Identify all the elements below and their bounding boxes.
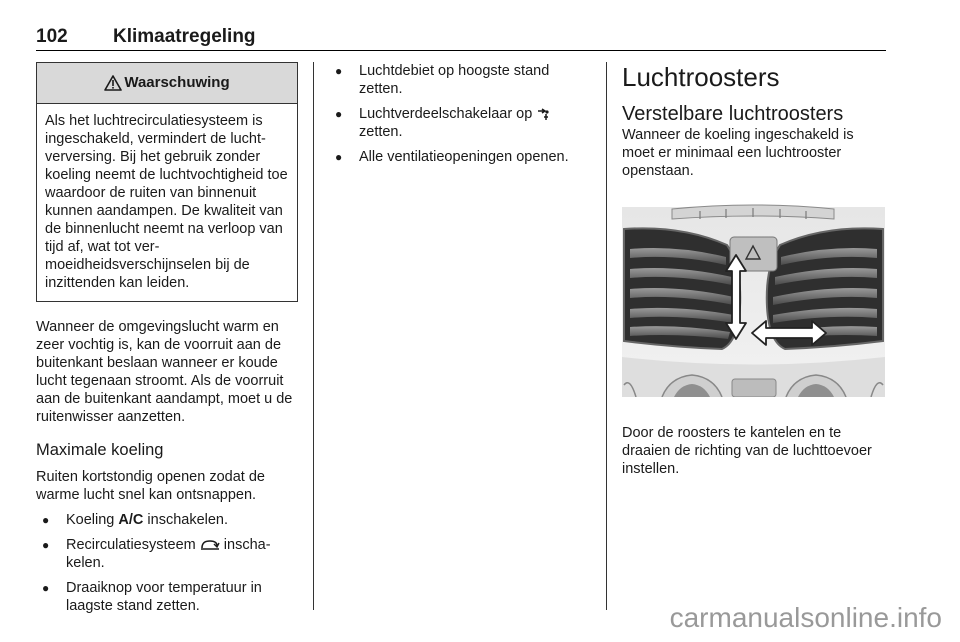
column-middle — [329, 62, 589, 166]
air-vent-illustration — [622, 197, 885, 397]
list-item — [36, 536, 298, 572]
body-paragraph: Ruiten kortstondig openen zodat de warme lucht snel kan ontsnappen. — [36, 469, 265, 503]
watermark: carmanualsonline.info — [669, 602, 942, 633]
figure-caption: Door de roosters te kantelen en te draaien de richting van de luchttoevoer instellen. — [622, 425, 872, 477]
page-header — [36, 24, 886, 51]
warning-header — [37, 63, 297, 104]
list-item-text: Koeling — [66, 512, 119, 528]
list-item-text: inschakelen. — [143, 512, 229, 528]
page-title: Klimaatregeling — [113, 26, 256, 47]
list-item: ● Luchtdebiet op hoogste stand zetten. — [329, 62, 589, 98]
air-distribution-icon — [536, 108, 550, 121]
list-item-text: zetten. — [359, 124, 403, 140]
warning-box — [36, 62, 298, 302]
air-recirculation-icon — [200, 539, 220, 551]
warning-triangle-icon — [104, 75, 122, 91]
warning-title: Waarschuwing — [124, 74, 230, 91]
list-item: ● Draaiknop voor temperatuur in laagste stand zetten. — [36, 579, 298, 615]
section-subheading: Maximale koeling — [36, 441, 164, 459]
bullet-list — [36, 511, 298, 615]
column-divider — [606, 62, 607, 610]
body-paragraph: Wanneer de omgevingslucht warm en zeer vochtig is, kan de voorruit aan de buitenkant beslaan wanneer er koude lucht tegenaan stroomt. Als de voorruit aan de buitenkant aandampt, moet u de ruitenwisser aanzetten. — [36, 319, 293, 425]
column-divider — [313, 62, 314, 610]
section-heading: Luchtroosters — [622, 62, 780, 92]
column-left — [36, 62, 298, 615]
ac-label: A/C — [118, 512, 144, 528]
bullet-list — [329, 62, 589, 166]
body-paragraph: Wanneer de koeling ingeschakeld is moet er minimaal een luchtrooster openstaan. — [622, 127, 854, 179]
list-item — [36, 511, 298, 529]
list-item-text: Luchtverdeelschakelaar op — [359, 106, 537, 122]
column-right — [622, 62, 886, 180]
page-number: 102 — [36, 26, 68, 47]
list-item: ● Alle ventilatieopeningen openen. — [329, 148, 589, 166]
list-item-text: Recirculatiesysteem — [66, 537, 200, 553]
list-item — [329, 105, 589, 141]
warning-text: Als het luchtrecirculatiesysteem is ingeschakeld, vermindert de luchtverversing. Bij het gebruik zonder koeling neemt de luchtvochtigheid toe waardoor de ruiten van binnenuit kunnen aandampen. De kwaliteit van de binnenlucht neemt na verloop van tijd af, wat tot vermoeidheidsverschijnselen bij de inzittenden kan leiden. — [45, 113, 288, 291]
section-subheading: Verstelbare luchtroosters — [622, 103, 844, 125]
list-item-text: inschakelen. — [66, 537, 271, 571]
